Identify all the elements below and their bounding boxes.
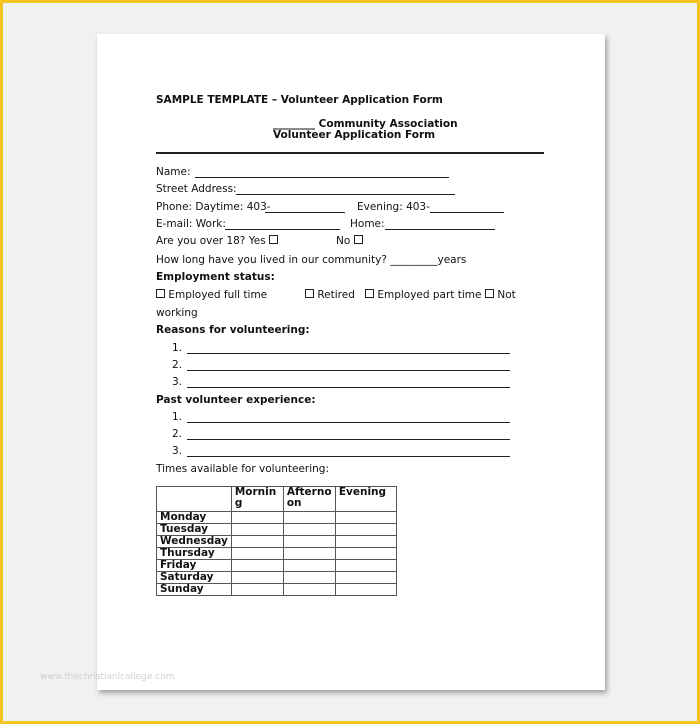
day-cell-tuesday: Tuesday [157,524,232,536]
slot-cell[interactable] [283,572,335,584]
reason-number-2: 2. [172,359,183,371]
past-line-2[interactable] [187,439,510,440]
phone-daytime-field[interactable] [265,212,345,213]
employment-not-row [485,289,516,302]
slot-cell[interactable] [335,572,396,584]
slot-cell[interactable] [335,548,396,560]
employed-part-label: Employed part time [377,289,482,301]
header-cell-morning: Mornin g [231,487,283,512]
email-home-label: Home: [350,218,385,230]
over18-no-label: No [336,235,351,247]
table-header-row [157,487,397,512]
over18-no-row [336,235,363,248]
not-working-checkbox[interactable] [485,289,494,298]
table-row [157,524,397,536]
slot-cell[interactable] [231,560,283,572]
not-working-label-continued: working [156,307,198,319]
email-work-field[interactable] [225,229,340,230]
slot-cell[interactable] [283,548,335,560]
form-title: Volunteer Application Form [273,129,436,141]
slot-cell[interactable] [335,512,396,524]
slot-cell[interactable] [231,536,283,548]
phone-evening-label: Evening: 403- [357,201,430,213]
employed-part-checkbox[interactable] [365,289,374,298]
not-working-label: Not [497,289,516,301]
past-number-1: 1. [172,411,183,423]
table-row [157,548,397,560]
reason-line-1[interactable] [187,353,510,354]
header-cell-evening: Evening [335,487,396,512]
table-row [157,536,397,548]
day-cell-sunday: Sunday [157,584,232,596]
email-home-field[interactable] [385,229,495,230]
header-cell-blank [157,487,232,512]
table-row [157,584,397,596]
past-number-3: 3. [172,445,183,457]
table-row [157,572,397,584]
over18-yes-checkbox[interactable] [269,235,278,244]
slot-cell[interactable] [283,524,335,536]
slot-cell[interactable] [283,536,335,548]
employment-retired-row [305,289,355,302]
retired-label: Retired [317,289,355,301]
watermark: www.thechristianlcollege.com [40,672,175,682]
over18-row [156,235,278,248]
slot-cell[interactable] [231,584,283,596]
day-cell-friday: Friday [157,560,232,572]
phone-evening-field[interactable] [430,212,504,213]
day-cell-thursday: Thursday [157,548,232,560]
reason-number-1: 1. [172,342,183,354]
street-field[interactable] [236,194,455,195]
name-field[interactable] [195,177,449,178]
times-available-label: Times available for volunteering: [156,463,330,475]
reason-number-3: 3. [172,376,183,388]
day-cell-monday: Monday [157,512,232,524]
template-title: SAMPLE TEMPLATE – Volunteer Application Form [156,94,443,106]
document-page [97,34,605,690]
availability-table [156,486,397,596]
table-row [157,512,397,524]
employed-full-label: Employed full time [168,289,268,301]
residency-question: How long have you lived in our community? _________years [156,254,467,266]
past-line-3[interactable] [187,456,510,457]
street-label: Street Address: [156,183,237,195]
phone-daytime-label: Phone: Daytime: 403- [156,201,271,213]
slot-cell[interactable] [231,524,283,536]
over18-label: Are you over 18? Yes [156,235,266,247]
slot-cell[interactable] [283,584,335,596]
slot-cell[interactable] [231,572,283,584]
association-title: ________ Community Association [273,118,458,130]
slot-cell[interactable] [283,512,335,524]
past-line-1[interactable] [187,422,510,423]
slot-cell[interactable] [335,560,396,572]
header-cell-afternoon: Afterno on [283,487,335,512]
name-label: Name: [156,166,191,178]
reason-line-3[interactable] [187,387,510,388]
slot-cell[interactable] [335,584,396,596]
reason-line-2[interactable] [187,370,510,371]
day-cell-saturday: Saturday [157,572,232,584]
over18-no-checkbox[interactable] [354,235,363,244]
slot-cell[interactable] [335,536,396,548]
employed-full-checkbox[interactable] [156,289,165,298]
day-cell-wednesday: Wednesday [157,536,232,548]
slot-cell[interactable] [231,548,283,560]
retired-checkbox[interactable] [305,289,314,298]
email-work-label: E-mail: Work: [156,218,226,230]
employment-full-row [156,289,267,302]
reasons-heading: Reasons for volunteering: [156,324,310,336]
past-number-2: 2. [172,428,183,440]
employment-part-row [365,289,481,302]
slot-cell[interactable] [283,560,335,572]
past-experience-heading: Past volunteer experience: [156,394,316,406]
slot-cell[interactable] [231,512,283,524]
header-rule [156,152,544,154]
employment-heading: Employment status: [156,271,275,283]
slot-cell[interactable] [335,524,396,536]
table-row [157,560,397,572]
